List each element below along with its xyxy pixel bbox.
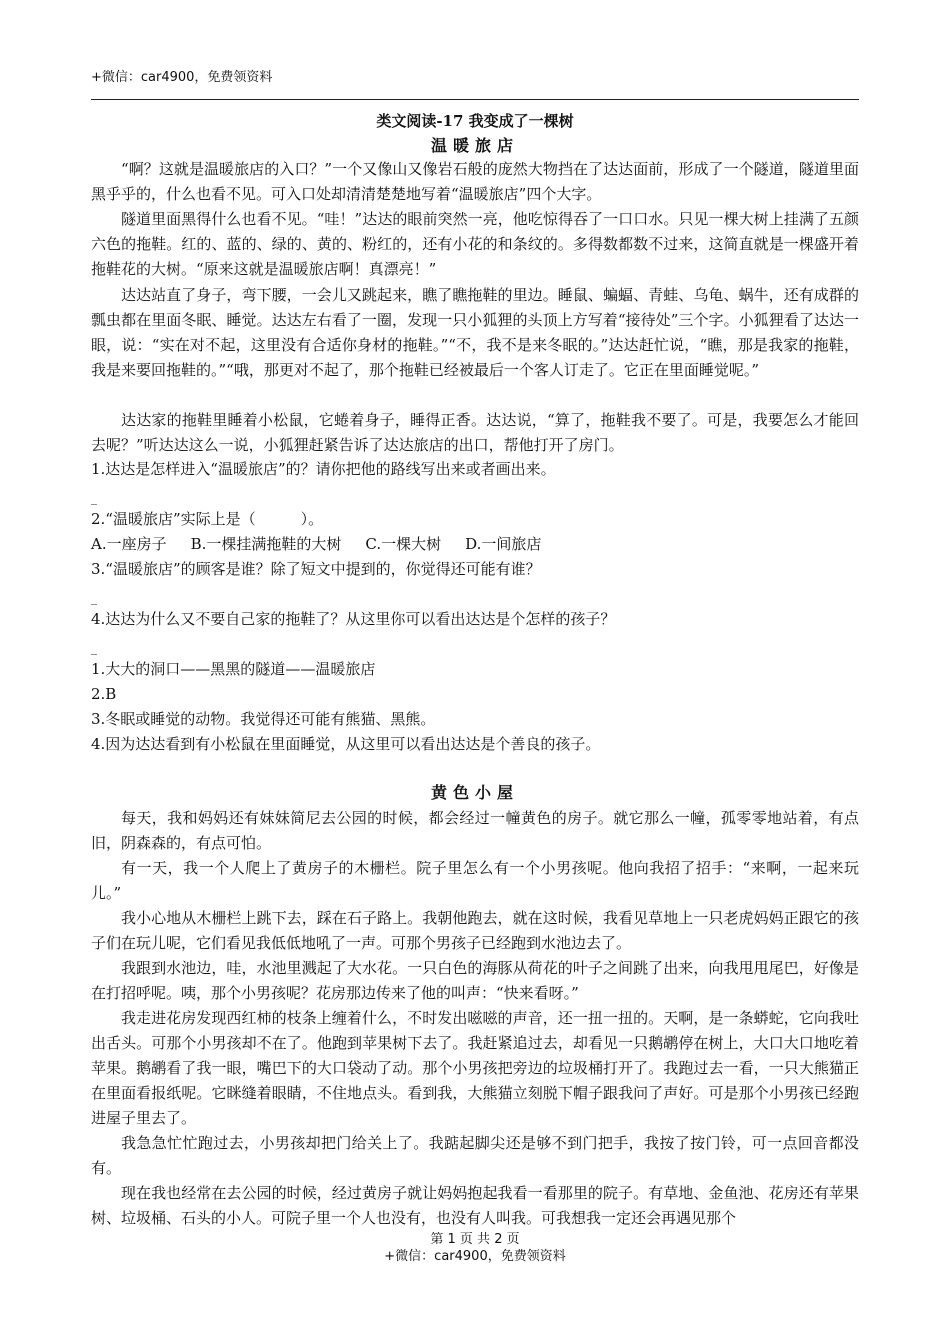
- document-title: 类文阅读-17 我变成了一棵树: [376, 112, 574, 130]
- story2-paragraph: 现在我也经常在去公园的时候，经过黄房子就让妈妈抱起我看一看那里的院子。有草地、金鱼池、花房还有苹果树、垃圾桶、石头的小人。可院子里一个人也没有，也没有人叫我。可我想我一定还会再遇见那个: [91, 1184, 859, 1227]
- option-a: A.一座房子: [91, 535, 167, 553]
- option-c: C.一棵大树: [365, 535, 442, 553]
- header-divider: [91, 99, 859, 100]
- story1-title: 温暖旅店: [430, 136, 519, 155]
- story2-paragraph: 我小心地从木栅栏上跳下去，踩在石子路上。我朝他跑去，就在这时候，我看见草地上一只老虎妈妈正跟它的孩子们在玩儿呢，它们看见我低低地吼了一声。可那个男孩子已经跑到水池边去了。: [91, 909, 859, 952]
- header-note: +微信：car4900，免费领资料: [91, 70, 273, 85]
- question-2-options: [91, 532, 859, 557]
- question-4: 4.达达为什么又不要自己家的拖鞋了？从这里你可以看出达达是个怎样的孩子？: [91, 610, 616, 628]
- answer-blank-4: _: [91, 641, 97, 655]
- question-3: 3.“温暖旅店”的顾客是谁？除了短文中提到的，你觉得还可能有谁？: [91, 560, 541, 578]
- story2-paragraph: 我走进花房发现西红柿的枝条上缠着什么，不时发出嗞嗞的声音，还一扭一扭的。天啊，是一条蟒蛇，它向我吐出舌头。可那个小男孩却不在了。他跑到苹果树下去了。我赶紧追过去，却看见一只鹅鹕停在树上，大口大口地吃着苹果。鹅鹕看了我一眼，嘴巴下的大口袋动了动。那个小男孩把旁边的垃圾桶打开了。我跑过去一看，一只大熊猫正在里面看报纸呢。它眯缝着眼睛，不住地点头。看到我，大熊猫立刻脱下帽子跟我问了声好。可是那个小男孩已经跑进屋子里去了。: [91, 1009, 859, 1127]
- answer-blank-1: _: [91, 491, 97, 505]
- story1-paragraph: 达达家的拖鞋里睡着小松鼠，它蜷着身子，睡得正香。达达说，“算了，拖鞋我不要了。可是，我要怎么才能回去呢？”听达达这么一说，小狐狸赶紧告诉了达达旅店的出口，帮他打开了房门。: [91, 411, 859, 454]
- story2-paragraph: 有一天，我一个人爬上了黄房子的木栅栏。院子里怎么有一个小男孩呢。他向我招了招手：“来啊，一起来玩儿。”: [91, 859, 859, 902]
- answer-2: 2.B: [91, 685, 117, 703]
- answer-blank-3: _: [91, 591, 97, 605]
- footer-note: +微信：car4900，免费领资料: [384, 1249, 566, 1264]
- story1-paragraph: 达达站直了身子，弯下腰，一会儿又跳起来，瞧了瞧拖鞋的里边。睡鼠、蝙蝠、青蛙、乌龟、蜗牛，还有成群的瓢虫都在里面冬眠、睡觉。达达左右看了一圈，发现一只小狐狸的头顶上方写着“接待处”三个字。小狐狸看了达达一眼，说：“实在对不起，这里没有合适你身材的拖鞋。”“不，我不是来冬眠的。”达达赶忙说，“瞧，那是我家的拖鞋，我是来要回拖鞋的。”“哦，那更对不起了，那个拖鞋已经被最后一个客人订走了。它正在里面睡觉呢。”: [91, 286, 859, 379]
- story1-paragraph: “啊？这就是温暖旅店的入口？”一个又像山又像岩石般的庞然大物挡在了达达面前，形成了一个隧道，隧道里面黑乎乎的，什么也看不见。可入口处却清清楚楚地写着“温暖旅店”四个大字。: [91, 160, 859, 203]
- story2-paragraph: 我跟到水池边，哇，水池里溅起了大水花。一只白色的海豚从荷花的叶子之间跳了出来，向我甩甩尾巴，好像是在打招呼呢。咦，那个小男孩呢？花房那边传来了他的叫声：“快来看呀。”: [91, 959, 859, 1002]
- question-2: 2.“温暖旅店”实际上是（ ）。: [91, 510, 324, 528]
- answer-3: 3.冬眠或睡觉的动物。我觉得还可能有熊猫、黑熊。: [91, 710, 436, 728]
- question-1: 1.达达是怎样进入“温暖旅店”的？请你把他的路线写出来或者画出来。: [91, 460, 556, 478]
- story2-title: 黄色小屋: [430, 783, 519, 802]
- answer-4: 4.因为达达看到有小松鼠在里面睡觉，从这里可以看出达达是个善良的孩子。: [91, 735, 601, 753]
- story2-paragraph: 每天，我和妈妈还有妹妹简尼去公园的时候，都会经过一幢黄色的房子。就它那么一幢，孤零零地站着，有点旧，阴森森的，有点可怕。: [91, 809, 859, 852]
- option-d: D.一间旅店: [465, 535, 542, 553]
- page-number: 第 1 页 共 2 页: [430, 1232, 520, 1247]
- answer-1: 1.大大的洞口——黑黑的隧道——温暖旅店: [91, 660, 376, 678]
- option-b: B.一棵挂满拖鞋的大树: [190, 535, 342, 553]
- story1-paragraph: 隧道里面黑得什么也看不见。“哇！”达达的眼前突然一亮，他吃惊得吞了一口口水。只见一棵大树上挂满了五颜六色的拖鞋。红的、蓝的、绿的、黄的、粉红的，还有小花的和条纹的。多得数都数不过来，这简直就是一棵盛开着拖鞋花的大树。“原来这就是温暖旅店啊！真漂亮！”: [91, 210, 859, 278]
- story2-paragraph: 我急急忙忙跑过去，小男孩却把门给关上了。我踮起脚尖还是够不到门把手，我按了按门铃，可一点回音都没有。: [91, 1134, 859, 1177]
